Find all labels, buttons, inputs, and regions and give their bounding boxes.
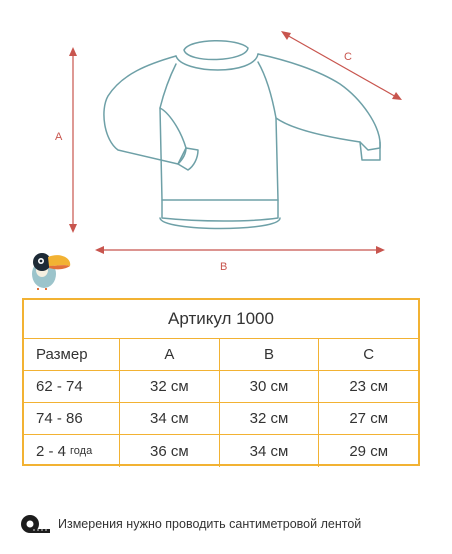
a-cell: 34 см bbox=[120, 403, 220, 434]
b-cell: 30 см bbox=[220, 371, 320, 402]
dimension-label-a: A bbox=[55, 131, 63, 143]
c-cell: 27 см bbox=[349, 410, 389, 427]
table-header-row bbox=[24, 339, 418, 371]
header-b: B bbox=[220, 339, 320, 370]
a-cell: 32 см bbox=[120, 371, 220, 402]
b-cell: 34 см bbox=[220, 435, 320, 467]
size-cell: 2 - 4 года bbox=[24, 435, 120, 467]
size-cell: 74 - 86 bbox=[24, 403, 120, 434]
header-size: Размер bbox=[24, 339, 120, 370]
size-note: года bbox=[70, 445, 93, 457]
b-cell: 32 см bbox=[220, 403, 320, 434]
measuring-tape-icon bbox=[20, 514, 50, 534]
header-a: A bbox=[120, 339, 220, 370]
a-cell: 36 см bbox=[120, 435, 220, 467]
table-row bbox=[24, 435, 418, 467]
size-table bbox=[22, 298, 420, 466]
table-row bbox=[24, 371, 418, 403]
footnote-text: Измерения нужно проводить сантиметровой лентой bbox=[58, 517, 362, 531]
size-cell: 62 - 74 bbox=[24, 371, 120, 402]
header-c: C bbox=[363, 346, 375, 363]
c-cell: 23 см bbox=[349, 378, 389, 395]
sweater-outline bbox=[104, 41, 380, 229]
table-title: Артикул 1000 bbox=[24, 300, 418, 339]
dimension-label-c: C bbox=[344, 51, 352, 63]
table-row bbox=[24, 403, 418, 435]
toucan-icon bbox=[32, 253, 70, 290]
dimension-label-b: B bbox=[220, 261, 228, 273]
c-cell: 29 см bbox=[349, 442, 389, 460]
footnote bbox=[20, 512, 440, 536]
